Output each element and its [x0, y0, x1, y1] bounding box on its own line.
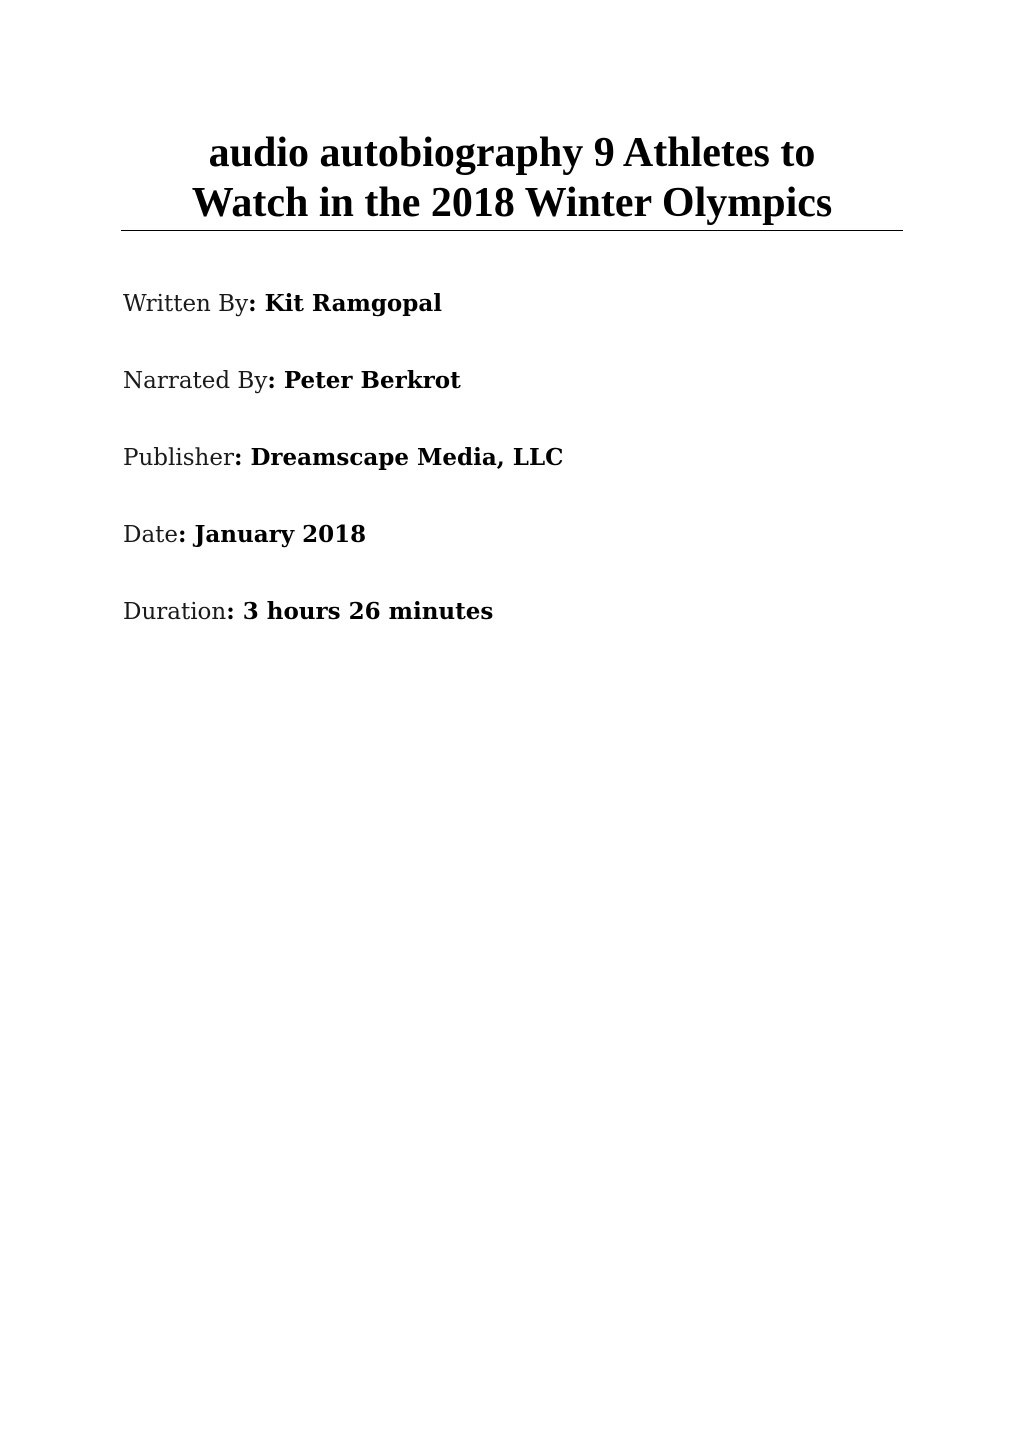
detail-label: Narrated By [123, 368, 268, 394]
detail-duration [123, 596, 903, 628]
detail-date [123, 519, 903, 551]
detail-label: Written By [123, 291, 249, 317]
detail-value: : Peter Berkrot [267, 367, 461, 394]
title-line-2: Watch in the 2018 Winter Olympics [191, 180, 833, 226]
detail-value: : Kit Ramgopal [248, 290, 442, 317]
document-title [121, 128, 903, 231]
detail-publisher [123, 442, 903, 474]
detail-narrated-by [123, 365, 903, 397]
book-details [123, 288, 903, 673]
detail-label: Date [123, 522, 179, 548]
detail-written-by [123, 288, 903, 320]
detail-value: : 3 hours 26 minutes [226, 598, 494, 625]
detail-value: : January 2018 [178, 521, 367, 548]
detail-label: Publisher [123, 445, 234, 471]
detail-value: : Dreamscape Media, LLC [233, 444, 564, 471]
title-line-1: audio autobiography 9 Athletes to [208, 130, 816, 176]
detail-label: Duration [123, 599, 227, 625]
